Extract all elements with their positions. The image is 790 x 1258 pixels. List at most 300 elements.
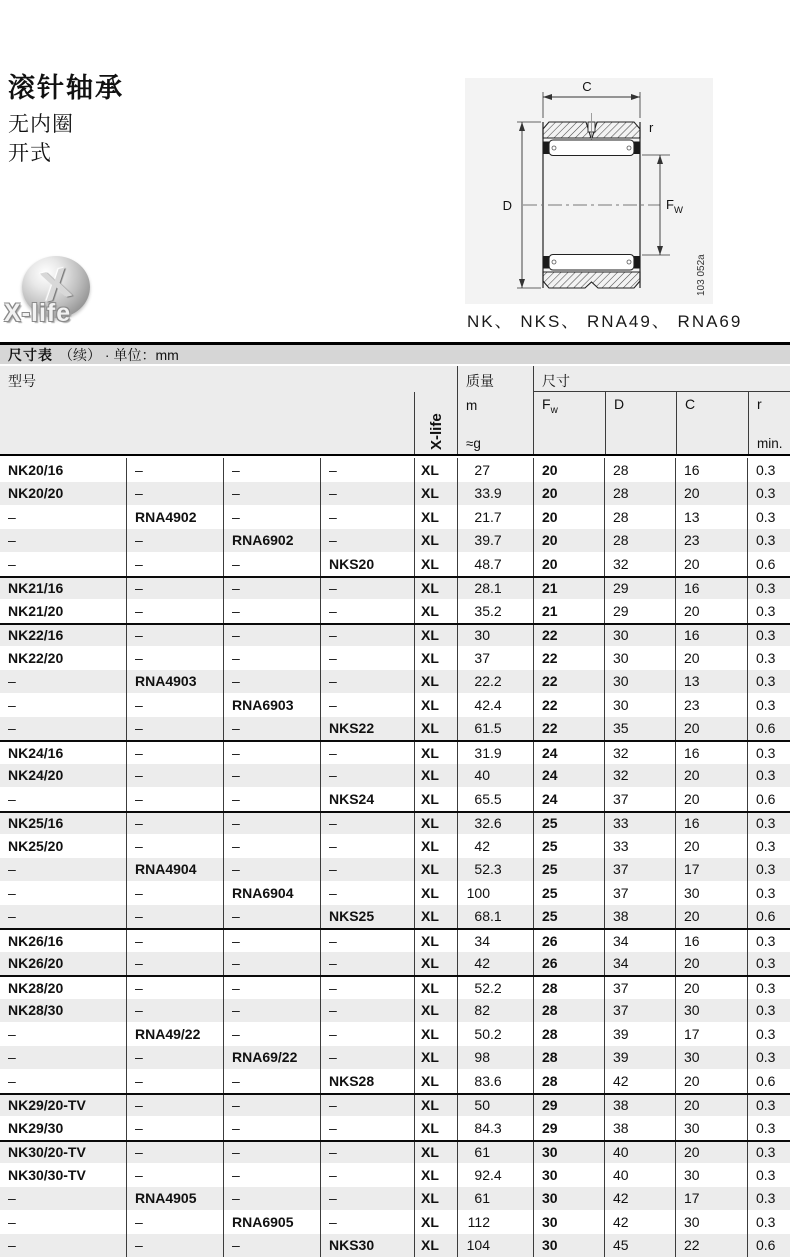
cell-model-rna49: – <box>126 905 223 929</box>
cell-model-nk: NK30/20-TV <box>8 1144 86 1161</box>
cell-d: 37 <box>604 787 675 811</box>
table-row <box>0 834 790 858</box>
cell-xlife: XL <box>414 813 457 835</box>
cell-d: 32 <box>604 764 675 788</box>
cell-model-nk: – <box>8 790 16 807</box>
table-row <box>0 999 790 1023</box>
col-header-dims <box>533 366 790 454</box>
table-row <box>0 975 790 999</box>
cell-r: 0.3 <box>747 834 790 858</box>
cell-model-rna69: – <box>223 646 320 670</box>
cell-mass: 40 <box>457 764 533 788</box>
table-row <box>0 1140 790 1164</box>
cell-model-nk: – <box>8 861 16 878</box>
table-row <box>0 905 790 929</box>
cell-xlife: XL <box>414 670 457 694</box>
cell-mass: 61 <box>457 1187 533 1211</box>
table-row <box>0 928 790 952</box>
cell-r: 0.3 <box>747 1187 790 1211</box>
xlife-logo-text: X-life <box>4 299 72 327</box>
cell-r: 0.3 <box>747 458 790 482</box>
cell-r: 0.3 <box>747 764 790 788</box>
cell-model-nk: – <box>8 1072 16 1089</box>
figure-caption: NK、 NKS、 RNA49、 RNA69 <box>467 312 743 331</box>
subtitle-line-1: 无内圈 <box>8 113 74 136</box>
cell-model-nks: – <box>320 505 414 529</box>
cell-c: 30 <box>675 1210 747 1234</box>
arrowhead <box>519 279 525 288</box>
table-row <box>0 458 790 482</box>
cell-mass: 22 .2 <box>457 670 533 694</box>
page-title: 滚针轴承 <box>8 73 124 103</box>
dim-label-c: C <box>582 79 592 94</box>
cell-model-rna49: – <box>126 1234 223 1258</box>
bearing-figure <box>465 78 713 304</box>
cell-model-rna49: – <box>126 952 223 976</box>
cell-model-rna69: – <box>223 625 320 647</box>
cell-model-nk: NK26/16 <box>8 932 64 949</box>
cell-model-rna49: – <box>126 1095 223 1117</box>
cell-xlife: XL <box>414 905 457 929</box>
cell-d: 37 <box>604 881 675 905</box>
cell-c: 30 <box>675 881 747 905</box>
cell-model-nk: – <box>8 1213 16 1230</box>
cell-model-rna69: RNA6902 <box>223 529 320 553</box>
mass-unit: ≈g <box>466 436 481 451</box>
roller-cap <box>543 142 549 155</box>
arrowhead <box>519 122 525 131</box>
cell-mass: 30 <box>457 625 533 647</box>
cell-mass: 98 <box>457 1046 533 1070</box>
cell-mass: 34 <box>457 930 533 952</box>
cell-model-rna49: – <box>126 1116 223 1140</box>
cell-model-rna69: – <box>223 505 320 529</box>
cell-fw: 28 <box>533 1046 604 1070</box>
table-row <box>0 787 790 811</box>
cell-xlife: XL <box>414 834 457 858</box>
cell-model-rna49: – <box>126 813 223 835</box>
cell-c: 16 <box>675 458 747 482</box>
cell-xlife: XL <box>414 764 457 788</box>
cell-model-rna49: – <box>126 999 223 1023</box>
cell-d: 32 <box>604 742 675 764</box>
table-row <box>0 670 790 694</box>
cell-model-rna49: – <box>126 834 223 858</box>
table-row <box>0 1022 790 1046</box>
cell-mass: 48 .7 <box>457 552 533 576</box>
table-row <box>0 952 790 976</box>
cell-c: 20 <box>675 834 747 858</box>
needle-rollers-bottom <box>549 255 634 271</box>
cell-model-nks: – <box>320 482 414 506</box>
cell-model-rna49: – <box>126 977 223 999</box>
cell-xlife: XL <box>414 646 457 670</box>
cell-model-nk: NK26/20 <box>8 955 64 972</box>
cell-model-rna49: – <box>126 578 223 600</box>
mass-symbol: m <box>466 398 478 413</box>
cell-xlife: XL <box>414 482 457 506</box>
cell-c: 20 <box>675 482 747 506</box>
cell-d: 40 <box>604 1142 675 1164</box>
cell-model-nks: – <box>320 813 414 835</box>
cell-d: 28 <box>604 529 675 553</box>
cell-d: 28 <box>604 505 675 529</box>
cell-mass: 39 .7 <box>457 529 533 553</box>
cell-mass: 68 .1 <box>457 905 533 929</box>
cell-mass: 92 .4 <box>457 1163 533 1187</box>
cell-mass: 50 <box>457 1095 533 1117</box>
cell-r: 0.3 <box>747 1095 790 1117</box>
cell-xlife: XL <box>414 717 457 741</box>
cell-c: 20 <box>675 764 747 788</box>
cell-d: 38 <box>604 1095 675 1117</box>
cell-model-rna49: – <box>126 930 223 952</box>
cell-model-nk: NK29/20-TV <box>8 1097 86 1114</box>
cell-model-nks: – <box>320 1142 414 1164</box>
cell-model-nk: NK24/20 <box>8 767 64 784</box>
cell-model-nk: NK25/16 <box>8 815 64 832</box>
cell-model-nks: – <box>320 834 414 858</box>
cell-c: 20 <box>675 1142 747 1164</box>
cell-model-rna69: – <box>223 742 320 764</box>
cell-model-nk: – <box>8 555 16 572</box>
r-min-label: min. <box>757 436 783 451</box>
cell-model-rna49: – <box>126 625 223 647</box>
page-subtitle <box>8 110 74 168</box>
cell-c: 20 <box>675 599 747 623</box>
cell-mass: 84 .3 <box>457 1116 533 1140</box>
cell-model-nks: – <box>320 977 414 999</box>
cell-model-nks: – <box>320 670 414 694</box>
table-row <box>0 1163 790 1187</box>
cell-model-nks: – <box>320 742 414 764</box>
cell-fw: 22 <box>533 693 604 717</box>
cell-fw: 25 <box>533 905 604 929</box>
dims-label: 尺寸 <box>534 366 790 392</box>
cell-xlife: XL <box>414 999 457 1023</box>
cell-c: 20 <box>675 717 747 741</box>
cell-xlife: XL <box>414 1187 457 1211</box>
cell-fw: 30 <box>533 1142 604 1164</box>
cell-model-nks: – <box>320 1187 414 1211</box>
cell-r: 0.3 <box>747 599 790 623</box>
cell-d: 38 <box>604 1116 675 1140</box>
cell-mass: 27 <box>457 458 533 482</box>
cell-model-rna69: – <box>223 1187 320 1211</box>
cell-model-nks: – <box>320 646 414 670</box>
cell-model-rna49: – <box>126 742 223 764</box>
cell-model-rna49: – <box>126 458 223 482</box>
cell-model-nk: – <box>8 1237 16 1254</box>
cell-model-nks: – <box>320 764 414 788</box>
cell-model-nk: – <box>8 1190 16 1207</box>
table-row <box>0 529 790 553</box>
cell-d: 28 <box>604 482 675 506</box>
cell-c: 22 <box>675 1234 747 1258</box>
cell-fw: 22 <box>533 670 604 694</box>
cell-model-rna69: – <box>223 482 320 506</box>
cell-xlife: XL <box>414 742 457 764</box>
cell-xlife: XL <box>414 1046 457 1070</box>
cell-d: 29 <box>604 578 675 600</box>
cell-model-nks: NKS30 <box>320 1234 414 1258</box>
cell-fw: 24 <box>533 764 604 788</box>
cell-model-rna49: – <box>126 1142 223 1164</box>
cell-mass: 52 .3 <box>457 858 533 882</box>
roller-cap <box>543 256 549 269</box>
cell-fw: 24 <box>533 787 604 811</box>
cell-model-rna69: – <box>223 1069 320 1093</box>
cell-model-rna69: – <box>223 670 320 694</box>
cell-c: 20 <box>675 952 747 976</box>
needle-rollers-top <box>549 140 634 156</box>
cell-model-rna69: – <box>223 717 320 741</box>
roller-cap <box>634 256 640 269</box>
table-row <box>0 482 790 506</box>
col-header-fw: $F_w$ <box>542 396 558 416</box>
cell-d: 30 <box>604 693 675 717</box>
cell-model-rna49: – <box>126 599 223 623</box>
cell-model-nk: NK28/20 <box>8 979 64 996</box>
cell-model-rna69: – <box>223 999 320 1023</box>
cell-d: 45 <box>604 1234 675 1258</box>
cell-d: 35 <box>604 717 675 741</box>
table-row <box>0 1210 790 1234</box>
cell-model-nk: – <box>8 720 16 737</box>
cell-c: 16 <box>675 930 747 952</box>
cell-model-nk: NK21/20 <box>8 602 64 619</box>
cell-model-nk: – <box>8 884 16 901</box>
cell-d: 42 <box>604 1069 675 1093</box>
cell-model-nks: – <box>320 458 414 482</box>
cell-mass: 21 .7 <box>457 505 533 529</box>
cell-model-rna69: – <box>223 599 320 623</box>
table-body <box>0 458 790 1257</box>
cell-mass: 31 .9 <box>457 742 533 764</box>
cell-model-rna69: – <box>223 1142 320 1164</box>
cell-xlife: XL <box>414 578 457 600</box>
cell-fw: 26 <box>533 930 604 952</box>
cell-model-rna69: RNA6905 <box>223 1210 320 1234</box>
cell-fw: 30 <box>533 1234 604 1258</box>
cell-c: 20 <box>675 977 747 999</box>
cell-model-rna69: – <box>223 858 320 882</box>
cell-fw: 25 <box>533 881 604 905</box>
cell-model-rna49: – <box>126 787 223 811</box>
cell-xlife: XL <box>414 977 457 999</box>
cell-r: 0.3 <box>747 742 790 764</box>
xlife-x-glyph: X <box>36 258 76 311</box>
cell-mass: 37 <box>457 646 533 670</box>
table-row <box>0 1093 790 1117</box>
section-bar <box>0 342 790 364</box>
cell-r: 0.3 <box>747 952 790 976</box>
cell-mass: 42 <box>457 834 533 858</box>
cell-c: 20 <box>675 1069 747 1093</box>
cell-c: 13 <box>675 505 747 529</box>
cell-model-rna69: – <box>223 787 320 811</box>
cell-d: 37 <box>604 858 675 882</box>
cell-r: 0.3 <box>747 529 790 553</box>
cell-xlife: XL <box>414 599 457 623</box>
col-header-model: 型号 <box>8 373 36 389</box>
cell-fw: 28 <box>533 999 604 1023</box>
cell-r: 0.3 <box>747 1022 790 1046</box>
table-row <box>0 576 790 600</box>
cell-model-rna69: – <box>223 905 320 929</box>
cell-c: 13 <box>675 670 747 694</box>
cell-d: 33 <box>604 834 675 858</box>
cell-xlife: XL <box>414 1116 457 1140</box>
cell-fw: 25 <box>533 858 604 882</box>
cell-r: 0.3 <box>747 625 790 647</box>
cell-c: 20 <box>675 905 747 929</box>
cell-xlife: XL <box>414 1069 457 1093</box>
table-row <box>0 1116 790 1140</box>
cell-model-nk: NK29/30 <box>8 1119 64 1136</box>
cell-model-rna49: – <box>126 552 223 576</box>
cell-model-nks: NKS22 <box>320 717 414 741</box>
cell-d: 29 <box>604 599 675 623</box>
cell-r: 0.3 <box>747 670 790 694</box>
cell-model-nk: NK21/16 <box>8 580 64 597</box>
cell-mass: 42 .4 <box>457 693 533 717</box>
col-header-d: D <box>605 392 676 454</box>
cell-fw: 28 <box>533 1069 604 1093</box>
cell-model-nks: – <box>320 1163 414 1187</box>
cell-model-rna69: RNA69/22 <box>223 1046 320 1070</box>
cell-d: 42 <box>604 1210 675 1234</box>
cell-r: 0.3 <box>747 881 790 905</box>
cell-r: 0.3 <box>747 999 790 1023</box>
cell-fw: 20 <box>533 482 604 506</box>
cell-d: 30 <box>604 670 675 694</box>
cell-r: 0.3 <box>747 482 790 506</box>
cell-r: 0.3 <box>747 1142 790 1164</box>
cell-model-nks: – <box>320 1095 414 1117</box>
cell-c: 16 <box>675 578 747 600</box>
bearing-drawing <box>465 78 713 304</box>
mass-label: 质量 <box>466 373 494 389</box>
cell-c: 17 <box>675 1187 747 1211</box>
cell-model-nks: – <box>320 952 414 976</box>
cell-model-rna69: – <box>223 458 320 482</box>
cell-model-nks: – <box>320 1022 414 1046</box>
cell-mass: 32 .6 <box>457 813 533 835</box>
ring-top-right <box>592 122 640 138</box>
cell-fw: 30 <box>533 1210 604 1234</box>
table-row <box>0 623 790 647</box>
cell-model-nks: – <box>320 1046 414 1070</box>
cell-r: 0.3 <box>747 1116 790 1140</box>
cell-model-nks: – <box>320 1210 414 1234</box>
cell-model-nks: – <box>320 529 414 553</box>
cell-fw: 25 <box>533 834 604 858</box>
section-bar-title: 尺寸表 <box>8 346 53 363</box>
table-row <box>0 693 790 717</box>
cell-r: 0.3 <box>747 977 790 999</box>
xlife-logo <box>4 256 120 328</box>
cell-d: 28 <box>604 458 675 482</box>
cell-model-rna69: – <box>223 552 320 576</box>
dim-label-r: r <box>649 120 654 135</box>
cell-model-nk: NK20/20 <box>8 485 64 502</box>
table-row <box>0 881 790 905</box>
cell-xlife: XL <box>414 930 457 952</box>
cell-c: 30 <box>675 1046 747 1070</box>
cell-d: 39 <box>604 1046 675 1070</box>
cell-mass: 104 <box>457 1234 533 1258</box>
cell-xlife: XL <box>414 552 457 576</box>
cell-model-rna69: – <box>223 813 320 835</box>
cell-fw: 26 <box>533 952 604 976</box>
cell-r: 0.6 <box>747 552 790 576</box>
cell-fw: 25 <box>533 813 604 835</box>
cell-mass: 61 .5 <box>457 717 533 741</box>
table-row <box>0 858 790 882</box>
cell-mass: 82 <box>457 999 533 1023</box>
cell-xlife: XL <box>414 693 457 717</box>
cell-model-nk: – <box>8 908 16 925</box>
cell-d: 34 <box>604 930 675 952</box>
cell-model-rna49: RNA4904 <box>126 858 223 882</box>
cell-model-nks: – <box>320 1116 414 1140</box>
cell-model-rna49: – <box>126 482 223 506</box>
cell-model-rna69: – <box>223 578 320 600</box>
cell-model-nk: NK20/16 <box>8 461 64 478</box>
cell-model-nks: NKS25 <box>320 905 414 929</box>
cell-c: 23 <box>675 529 747 553</box>
cell-c: 30 <box>675 1116 747 1140</box>
cell-c: 16 <box>675 625 747 647</box>
cell-r: 0.3 <box>747 693 790 717</box>
cell-model-nks: NKS20 <box>320 552 414 576</box>
table-row <box>0 1187 790 1211</box>
cell-xlife: XL <box>414 1234 457 1258</box>
cell-c: 20 <box>675 787 747 811</box>
xlife-column-label: X-life <box>428 413 445 450</box>
cell-model-rna49: – <box>126 646 223 670</box>
cell-model-nk: NK28/30 <box>8 1002 64 1019</box>
table-row <box>0 599 790 623</box>
cell-model-rna49: RNA4903 <box>126 670 223 694</box>
cell-mass: 61 <box>457 1142 533 1164</box>
roller-cap <box>634 142 640 155</box>
cell-mass: 100 <box>457 881 533 905</box>
cell-r: 0.6 <box>747 787 790 811</box>
cell-fw: 22 <box>533 625 604 647</box>
cell-model-nks: NKS28 <box>320 1069 414 1093</box>
cell-fw: 28 <box>533 1022 604 1046</box>
cell-model-rna69: – <box>223 952 320 976</box>
cell-c: 16 <box>675 742 747 764</box>
dims-subheaders <box>534 392 790 454</box>
cell-r: 0.3 <box>747 646 790 670</box>
cell-xlife: XL <box>414 1022 457 1046</box>
cell-c: 20 <box>675 1095 747 1117</box>
cell-model-rna49: – <box>126 693 223 717</box>
cell-model-rna69: – <box>223 764 320 788</box>
cell-xlife: XL <box>414 529 457 553</box>
cell-r: 0.3 <box>747 1046 790 1070</box>
cell-d: 30 <box>604 625 675 647</box>
cell-model-rna49: – <box>126 529 223 553</box>
cell-d: 37 <box>604 977 675 999</box>
cell-xlife: XL <box>414 458 457 482</box>
cell-r: 0.6 <box>747 1234 790 1258</box>
cell-model-nks: – <box>320 599 414 623</box>
cell-r: 0.3 <box>747 1210 790 1234</box>
